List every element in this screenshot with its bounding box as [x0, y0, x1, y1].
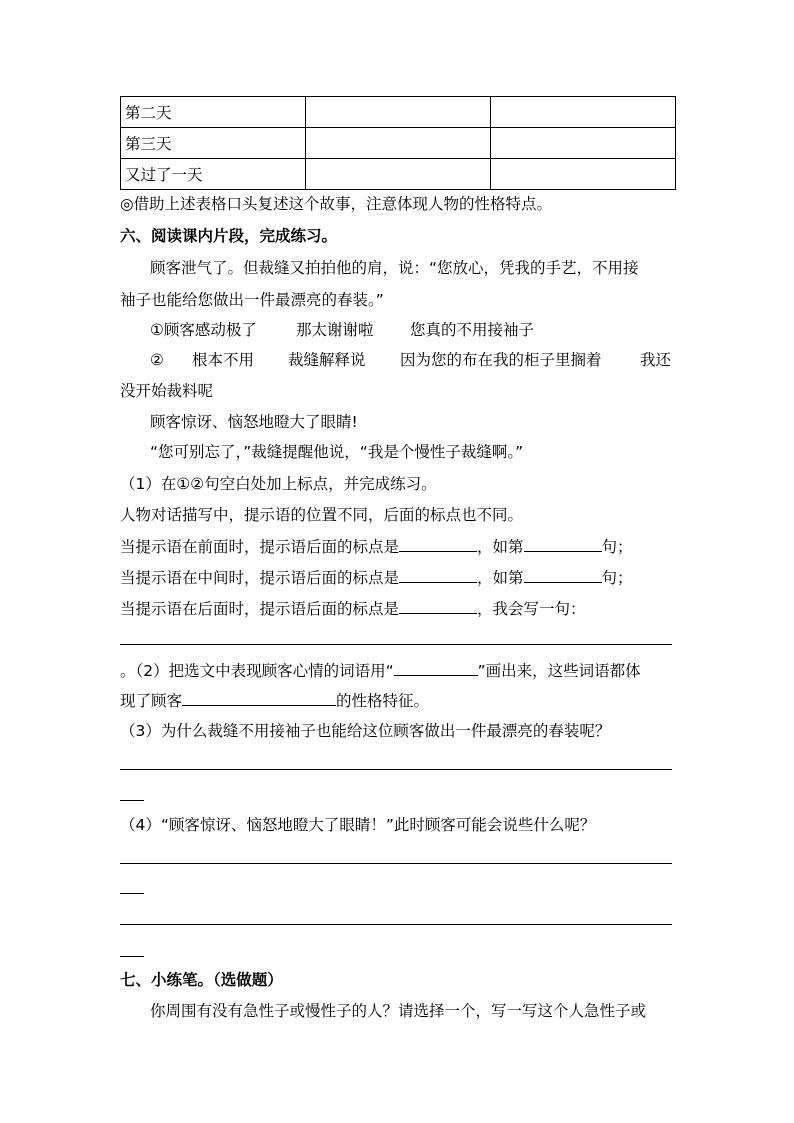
table-cell[interactable] — [306, 128, 491, 159]
answer-line-end[interactable] — [120, 800, 144, 801]
table-cell[interactable] — [491, 97, 676, 128]
table-cell[interactable] — [306, 97, 491, 128]
answer-line[interactable] — [120, 769, 672, 770]
sentence-1-part-a: 那太谢谢啦 — [296, 321, 374, 339]
question-1-title: （1）在①②句空白处加上标点，并完成练习。 — [120, 475, 437, 493]
question-1-a: 当提示语在前面时，提示语后面的标点是 ，如第 句； — [120, 538, 633, 556]
answer-blank[interactable] — [394, 660, 478, 676]
sentence-2-cont: 没开始裁料呢 — [120, 382, 214, 400]
sentence-2-part-d: 我还 — [640, 351, 672, 369]
table-cell[interactable] — [491, 159, 676, 190]
passage-line: 顾客泄气了。但裁缝又拍拍他的肩，说：“您放心，凭我的手艺，不用接 — [150, 259, 639, 277]
table-cell-label: 第二天 — [121, 97, 306, 128]
table-cell[interactable] — [306, 159, 491, 190]
sentence-1-lead: ①顾客感动极了 — [150, 321, 257, 339]
passage-line: 袖子也能给您做出一件最漂亮的春装。” — [120, 291, 384, 309]
sentence-2-lead: ② — [150, 351, 164, 369]
question-2-line1: 。（2）把选文中表现顾客心情的词语用“ ”画出来，这些词语都体 — [120, 662, 641, 680]
sentence-2-part-a: 根本不用 — [192, 351, 255, 369]
answer-line-end[interactable] — [120, 893, 144, 894]
question-1-c: 当提示语在后面时，提示语后面的标点是 ，我会写一句： — [120, 600, 586, 618]
table-cell[interactable] — [491, 128, 676, 159]
table-row — [121, 97, 676, 128]
question-4: （4）“顾客惊讶、恼怒地瞪大了眼睛！”此时顾客可能会说些什么呢？ — [120, 816, 596, 834]
question-1-intro: 人物对话描写中，提示语的位置不同，后面的标点也不同。 — [120, 506, 524, 524]
answer-blank[interactable] — [399, 598, 477, 614]
answer-line[interactable] — [120, 924, 672, 925]
sentence-2-part-c: 因为您的布在我的柜子里搁着 — [400, 351, 602, 369]
answer-line-end[interactable] — [120, 956, 144, 957]
answer-blank[interactable] — [399, 567, 477, 583]
question-3: （3）为什么裁缝不用接袖子也能给这位顾客做出一件最漂亮的春装呢？ — [120, 722, 611, 740]
section6-heading: 六、阅读课内片段，完成练习。 — [120, 227, 338, 245]
question-1-b: 当提示语在中间时，提示语后面的标点是 ，如第 句； — [120, 569, 633, 587]
retell-note: ◎借助上述表格口头复述这个故事，注意体现人物的性格特点。 — [120, 195, 553, 213]
table-row — [121, 128, 676, 159]
sentence-2-part-b: 裁缝解释说 — [288, 351, 366, 369]
table-cell-label: 又过了一天 — [121, 159, 306, 190]
table-cell-label: 第三天 — [121, 128, 306, 159]
table-row — [121, 159, 676, 190]
passage-line: 顾客惊讶、恼怒地瞪大了眼睛! — [150, 413, 358, 431]
question-2-line2: 现了顾客 的性格特征。 — [120, 692, 430, 710]
story-table — [120, 96, 676, 190]
answer-blank[interactable] — [524, 567, 602, 583]
sentence-1-part-b: 您真的不用接袖子 — [410, 321, 535, 339]
answer-blank[interactable] — [182, 690, 336, 706]
passage-line: “您可别忘了，”裁缝提醒他说，“我是个慢性子裁缝啊。” — [150, 443, 524, 461]
section7-heading: 七、小练笔。（选做题） — [120, 971, 283, 989]
answer-line[interactable] — [120, 644, 672, 645]
answer-blank[interactable] — [399, 536, 477, 552]
answer-blank[interactable] — [524, 536, 602, 552]
answer-line[interactable] — [120, 863, 672, 864]
section7-prompt: 你周围有没有急性子或慢性子的人？请选择一个，写一写这个人急性子或 — [150, 1002, 647, 1020]
